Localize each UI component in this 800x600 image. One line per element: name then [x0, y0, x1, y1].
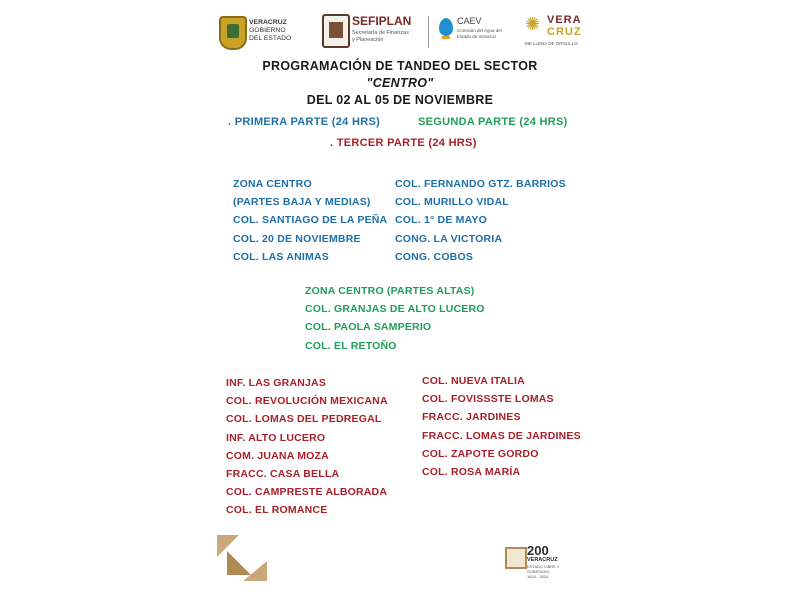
list-item: COL. LAS ANIMAS [233, 250, 329, 263]
sefiplan-sub1: Secretaría de Finanzas [352, 30, 409, 36]
list-item: INF. LAS GRANJAS [226, 377, 327, 389]
list-item: COL. NUEVA ITALIA [422, 375, 525, 387]
veracruz-word1: VERA [547, 14, 582, 26]
badge-years: 1824 - 2024 [527, 574, 549, 579]
list-item: COL. EL ROMANCE [226, 504, 328, 517]
caev-logo [437, 12, 517, 52]
badge-label: VERACRUZ [527, 557, 558, 563]
veracruz-brand-logo [523, 12, 593, 52]
list-item: (PARTES BAJA Y MEDIAS) [233, 196, 371, 209]
list-item: FRACC. JARDINES [422, 411, 521, 424]
header-logos [215, 12, 595, 52]
gobierno-line2: GOBIERNO [249, 27, 286, 34]
list-item: ZONA CENTRO (PARTES ALTAS) [305, 285, 475, 297]
gobierno-line3: DEL ESTADO [249, 35, 292, 42]
sun-pattern-icon: ✺ [525, 14, 541, 34]
title-line1: PROGRAMACIÓN DE TANDEO DEL SECTOR [262, 59, 538, 73]
page-title [200, 58, 600, 109]
logo-divider [428, 16, 429, 48]
badge-number: 200 [527, 543, 549, 558]
list-item: COL. FERNANDO GTZ. BARRIOS [395, 178, 566, 190]
list-item: COL. 1° DE MAYO [395, 214, 487, 227]
primera-parte-label: . PRIMERA PARTE (24 HRS) [228, 116, 381, 128]
sefiplan-name: SEFIPLAN [352, 14, 412, 28]
list-item: COM. JUANA MOZA [226, 449, 329, 462]
list-item: CONG. COBOS [395, 250, 474, 263]
segunda-parte-label: SEGUNDA PARTE (24 HRS) [418, 116, 568, 128]
sefiplan-logo [320, 12, 420, 52]
list-item: COL. ZAPOTE GORDO [422, 447, 539, 460]
segunda-list [305, 282, 485, 355]
list-item: COL. EL RETOÑO [305, 339, 397, 352]
list-item: CONG. LA VICTORIA [395, 232, 503, 245]
list-item: COL. FOVISSSTE LOMAS [422, 393, 554, 406]
veracruz-tagline: ME LLENA DE ORGULLO [525, 41, 578, 46]
list-item: COL. 20 DE NOVIEMBRE [233, 232, 361, 245]
list-item: COL. LOMAS DEL PEDREGAL [226, 413, 382, 426]
caev-name: CAEV [457, 16, 482, 26]
list-item: COL. CAMPRESTE ALBORADA [226, 486, 388, 499]
badge-sub: ESTADO LIBRE Y SOBERANO [527, 564, 560, 574]
list-item: COL. PAOLA SAMPERIO [305, 321, 432, 334]
bicentennial-emblem-icon [505, 547, 527, 569]
mexico-crest-icon [322, 14, 350, 48]
list-item: FRACC. LOMAS DE JARDINES [422, 429, 581, 442]
title-line3: DEL 02 AL 05 DE NOVIEMBRE [306, 93, 494, 107]
list-item: INF. ALTO LUCERO [226, 431, 326, 444]
geometric-brand-icon [217, 535, 269, 585]
list-item: FRACC. CASA BELLA [226, 467, 340, 480]
bicentennial-badge [505, 543, 570, 579]
list-item: COL. REVOLUCIÓN MEXICANA [226, 395, 388, 408]
title-line2: "CENTRO" [366, 76, 434, 90]
list-item: COL. ROSA MARÍA [422, 465, 521, 478]
list-item: COL. SANTIAGO DE LA PEÑA [233, 214, 388, 227]
list-item: COL. GRANJAS DE ALTO LUCERO [305, 303, 485, 316]
sefiplan-sub2: y Planeación [352, 36, 384, 43]
water-drop-icon [439, 18, 453, 36]
veracruz-word2: CRUZ [547, 26, 582, 38]
state-crest-icon [219, 16, 247, 50]
primera-left-list [233, 175, 387, 266]
list-item: ZONA CENTRO [233, 178, 312, 190]
tercera-left-list [226, 374, 388, 520]
tercer-parte-label: . TERCER PARTE (24 HRS) [330, 137, 477, 149]
caev-sub: Comisión del Agua del Estado de Veracruz [457, 28, 502, 39]
tercera-right-list [422, 372, 581, 481]
primera-right-list [395, 175, 566, 266]
gobierno-veracruz-logo [215, 12, 310, 52]
list-item: COL. MURILLO VIDAL [395, 196, 509, 209]
gobierno-line1: VERACRUZ [249, 19, 287, 26]
